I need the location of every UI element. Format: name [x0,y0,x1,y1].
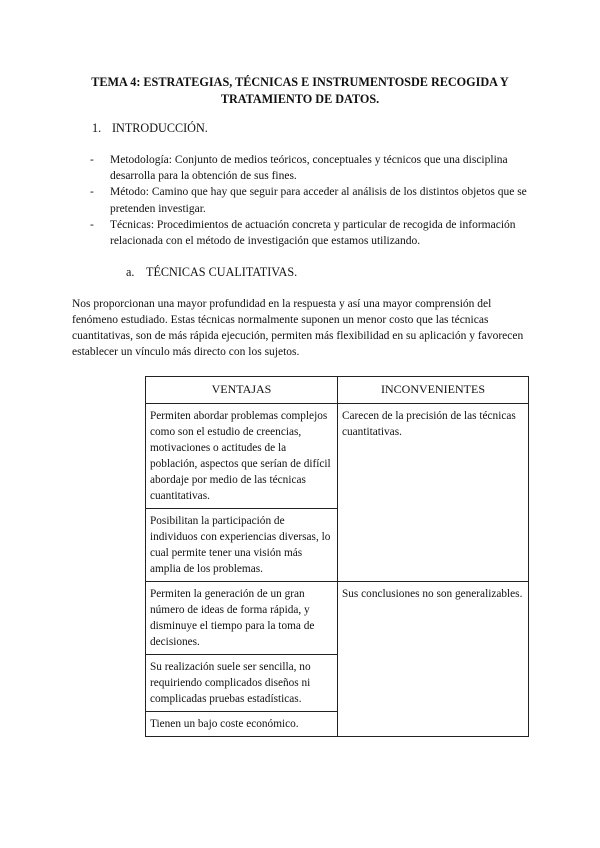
bullet-dash: - [90,186,94,199]
list-item [90,184,540,216]
list-item-text: Técnicas: Procedimientos de actuación concreta y particular de recogida de información relacionada con el método de investigación que estamos utilizando. [110,218,516,248]
subsection-heading [126,265,297,280]
ventaja-cell: Permiten la generación de un gran número de ideas de forma rápida, y disminuye el tiempo para la toma de decisiones. [146,582,338,655]
list-item [90,152,540,184]
header-ventajas: VENTAJAS [146,377,338,404]
section-number: 1. [92,121,102,135]
list-item [90,217,540,249]
header-inconvenientes: INCONVENIENTES [338,377,529,404]
title-line-1: TEMA 4: ESTRATEGIAS, TÉCNICAS E INSTRUMENTOSDE RECOGIDA Y [91,75,509,89]
bullet-dash: - [90,218,94,231]
list-item-text: Metodología: Conjunto de medios teóricos, conceptuales y técnicos que una disciplina desarrolla para la obtención de sus fines. [110,154,508,183]
subsection-label: TÉCNICAS CUALITATIVAS. [146,265,298,279]
ventaja-cell: Posibilitan la participación de individuos con experiencias diversas, lo cual permite tener una visión más amplia de los problemas. [146,509,338,582]
table-row [146,404,529,509]
subsection-letter: a. [126,265,135,279]
section-heading [92,121,208,136]
comparison-table [145,376,529,737]
ventaja-cell: Tienen un bajo coste económico. [146,712,338,737]
intro-paragraph: Nos proporcionan una mayor profundidad en la respuesta y así una mayor comprensión del fenómeno estudiado. Estas técnicas normalmente suponen un menor costo que las técnicas cuantitativas, son de más rápida ejecución, permiten más flexibilidad en su aplicación y favorecen establecer un vínculo más directo con los sujetos. [72,298,524,358]
title-line-2: TRATAMIENTO DE DATOS. [220,92,380,106]
ventaja-cell: Permiten abordar problemas complejos como son el estudio de creencias, motivaciones o actitudes de la población, aspectos que serían de difícil abordaje por medio de las técnicas cuantitativas. [146,404,338,509]
inconveniente-cell: Sus conclusiones no son generalizables. [338,582,529,737]
list-item-text: Método: Camino que hay que seguir para acceder al análisis de los distintos objetos que se pretenden investigar. [110,186,527,215]
table-row [146,582,529,655]
table-header-row [146,377,529,404]
section-label: INTRODUCCIÓN. [112,121,208,135]
document-title [60,74,540,108]
bullet-dash: - [90,154,94,166]
ventaja-cell: Su realización suele ser sencilla, no requiriendo complicados diseños ni complicadas pruebas estadísticas. [146,655,338,712]
definitions-list [90,152,540,249]
inconveniente-cell: Carecen de la precisión de las técnicas cuantitativas. [338,404,529,582]
